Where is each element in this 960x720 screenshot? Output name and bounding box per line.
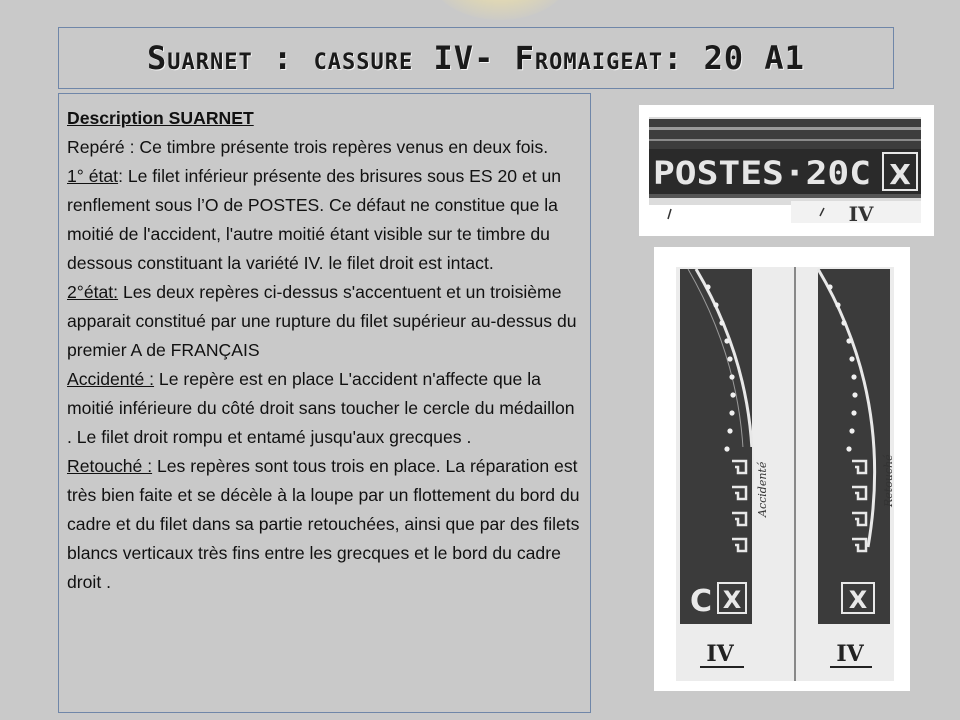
etat1-text: : Le filet inférieur présente des brisures sous ES 20 et un renflement sous l’O de POSTES. Ce défaut ne constitue que la moitié de l'accident, l'autre moitié étant visible sur te timbre du dessous constituant la variété IV. le filet droit est intact. — [67, 166, 562, 273]
stamp-comparison-image — [654, 247, 910, 691]
description-box — [58, 93, 591, 713]
left-corner-letter: C — [690, 584, 713, 619]
stamp-text: POSTES·20C — [653, 154, 871, 192]
description-heading: Description SUARNET — [67, 108, 254, 128]
etat1-label: 1° état — [67, 166, 119, 186]
retouche-text: Les repères sont tous trois en place. La réparation est très bien faite et se décèle à la loupe par un flottement du bord du cadre et du filet dans sa partie retouchées, ainsi que par des filets blancs verticaux très fins entre les grecques et le bord du cadre droit . — [67, 456, 580, 592]
right-corner-x: X — [848, 586, 868, 614]
accidente-text: Le repère est en place L'accident n'affecte que la moitié inférieure du côté droit sans toucher le cercle du médaillon . Le filet droit rompu et entamé jusqu'aux grecques . — [67, 369, 575, 447]
repere-text: Repéré : Ce timbre présente trois repères venus en deux fois. — [67, 137, 549, 157]
etat2-label: 2°état: — [67, 282, 119, 302]
accidente-label-figure: Accidenté — [756, 461, 769, 517]
page-title: Suarnet : cassure IV- Fromaigeat: 20 A1 — [147, 39, 805, 77]
etat2-text: Les deux repères ci-dessus s'accentuent et un troisième apparait constitué par une rupture du filet supérieur au-dessus du premier A de FRANÇAIS — [67, 282, 577, 360]
stamp-detail-image — [639, 105, 934, 236]
retouche-label-figure: Retouché — [882, 454, 895, 507]
variety-mark-top: IV — [848, 202, 874, 226]
retouche-label: Retouché : — [67, 456, 153, 476]
accidente-label: Accidenté : — [67, 369, 155, 389]
left-corner-x: X — [722, 586, 742, 614]
corner-x-glyph: X — [889, 158, 911, 191]
title-box — [58, 27, 894, 89]
background-glow — [430, 0, 570, 20]
left-variety-mark: IV — [706, 641, 734, 667]
right-variety-mark: IV — [836, 641, 864, 667]
